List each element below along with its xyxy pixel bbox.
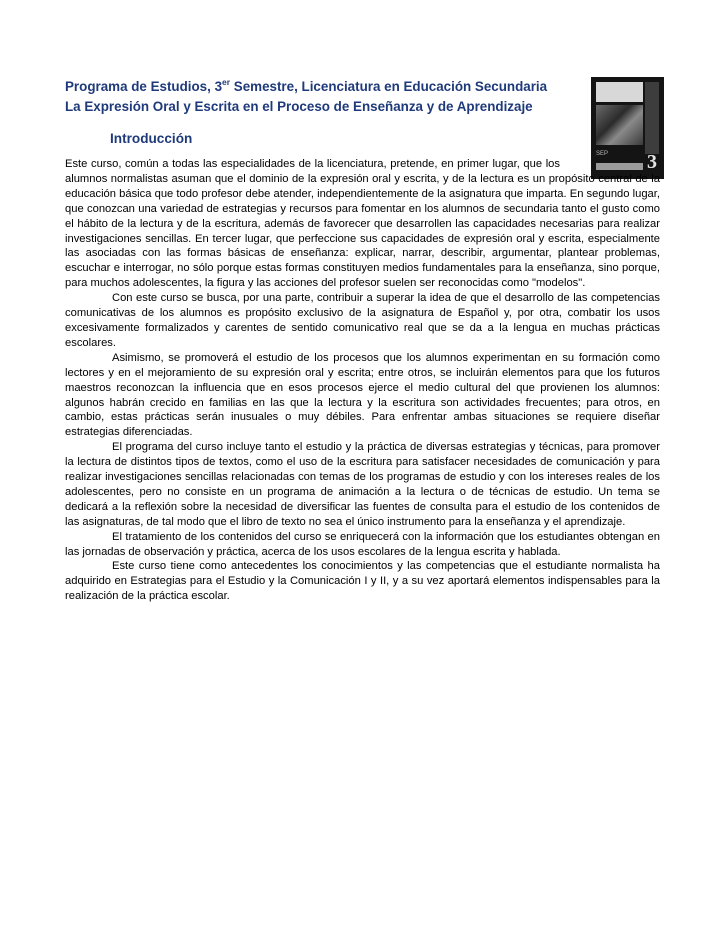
body-text: [65, 157, 660, 604]
paragraph-3: Asimismo, se promoverá el estudio de los procesos que los alumnos experimentan en su formación como lectores y en el mejoramiento de su expresión oral y escrita; entre otros, se incluirán elementos para que los futuros maestros reconozcan la influencia que en esos procesos ejerce el medio cultural del que provienen los alumnos: algunos habrán crecido en familias en las que la lectura y la escritura son actividades frecuentes; para otros, en cambio, estas prácticas serán inusuales o muy débiles. Para enfrentar ambas situaciones se requiere diseñar estrategias diferenciadas.: [65, 351, 660, 439]
ordinal-superscript: er: [222, 77, 231, 87]
paragraph-2: Con este curso se busca, por una parte, contribuir a superar la idea de que el desarrollo de las competencias comunicativas de los alumnos es propósito exclusivo de la asignatura de Español y, por otra, combatir los usos excesivamente formalizados y carentes de sentido comunicativo real que se da a la lengua en muchas prácticas escolares.: [65, 292, 660, 349]
cover-logo: SEP: [596, 151, 609, 157]
title-block: [65, 77, 595, 117]
paragraph-5: El tratamiento de los contenidos del curso se enriquecerá con la información que los estudiantes obtengan en las jornadas de observación y práctica, acerca de los usos escolares de la lengua escrita y hablada.: [65, 530, 660, 558]
program-title: Programa de Estudios, 3er Semestre, Licenciatura en Educación Secundaria: [65, 77, 548, 94]
paragraph-1: Este curso, común a todas las especialidades de la licenciatura, pretende, en primer lugar, que los alumnos normalistas asuman que el dominio de la expresión oral y escrita, y de la lectura es un propósito central de la educación básica que todo profesor debe atender, independientemente de la asignatura que imparta. En segundo lugar, que conozcan una variedad de estrategias y recursos para fomentar en los alumnos de secundaria tanto el gusto como el hábito de la lectura y de la escritura, además de favorecer que desarrollen las capacidades necesarias para realizar investigaciones sencillas. En tercer lugar, que perfeccione sus capacidades de expresión oral y escrita, especialmente las asociadas con las formas básicas de enseñanza: explicar, narrar, describir, argumentar, plantear problemas, escuchar e interrogar, no sólo porque estas formas constituyen medios fundamentales para la enseñanza, sino porque, para muchos adolescentes, la figura y las acciones del profesor suelen ser reconocidas como "modelos".: [65, 158, 660, 290]
paragraph-6: Este curso tiene como antecedentes los conocimientos y las competencias que el estudiante normalista ha adquirido en Estrategias para el Estudio y la Comunicación I y II, y a su vez aportará elementos indispensables para la realización de la práctica escolar.: [65, 560, 660, 603]
section-heading: Introducción: [110, 131, 193, 146]
cover-semester-number: 3: [647, 151, 657, 173]
course-subtitle: La Expresión Oral y Escrita en el Proceso de Enseñanza y de Aprendizaje: [65, 99, 533, 114]
paragraph-4: El programa del curso incluye tanto el estudio y la práctica de diversas estrategias y técnicas, para promover la lectura de distintos tipos de textos, como el uso de la escritura para satisfacer necesidades de comunicación y para realizar investigaciones sencillas relacionadas con temas de los programas de estudio y con los intereses reales de los adolescentes, pero no consiste en un programa de animación a la lectura o de técnicas de estudio. Un tema se dedicará a la reflexión sobre la necesidad de diversificar las fuentes de consulta para el estudio de los contenidos de las asignaturas, de tal modo que el libro de texto no sea el único instrumento para la enseñanza y el aprendizaje.: [65, 441, 660, 528]
